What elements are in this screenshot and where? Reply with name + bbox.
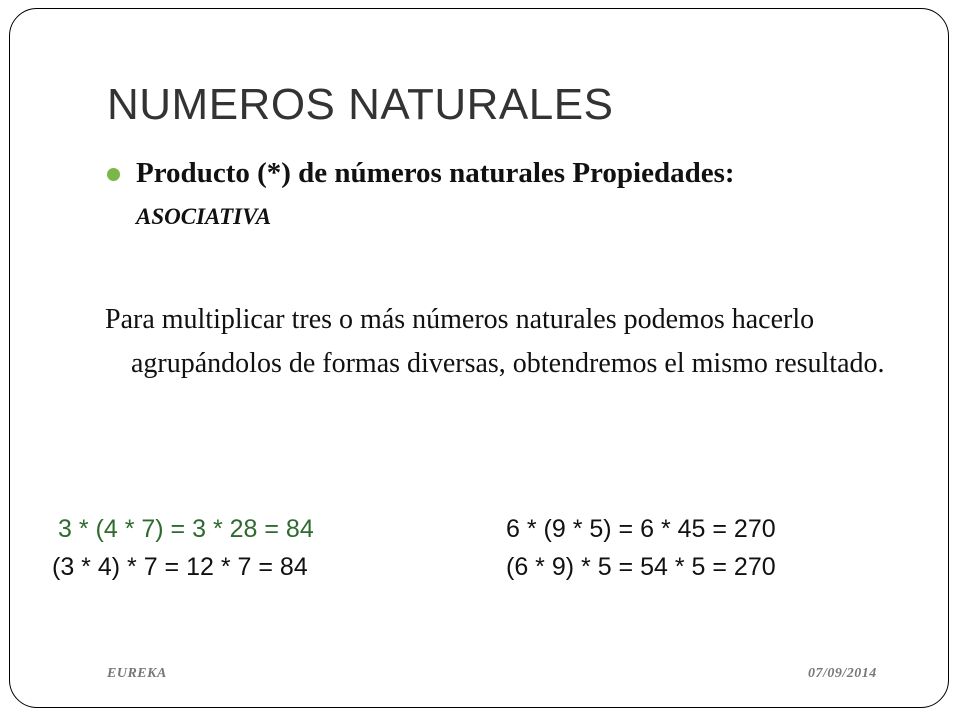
slide-title: NUMEROS NATURALES (107, 80, 614, 129)
body-paragraph: Para multiplicar tres o más números naturales podemos hacerlo agrupándolos de formas diversas, obtendremos el mismo resultado. (105, 304, 885, 379)
example-right-line-2: (6 * 9) * 5 = 54 * 5 = 270 (506, 553, 776, 581)
example-left-line-1: 3 * (4 * 7) = 3 * 28 = 84 (58, 515, 314, 543)
bullet-heading: Producto (*) de números naturales Propiedades: (136, 157, 735, 189)
footer-date: 07/09/2014 (808, 666, 877, 681)
example-left-line-2: (3 * 4) * 7 = 12 * 7 = 84 (52, 553, 308, 581)
example-right-line-1: 6 * (9 * 5) = 6 * 45 = 270 (506, 515, 776, 543)
bullet-subheading: ASOCIATIVA (136, 204, 272, 229)
bullet-dot-icon (107, 168, 120, 181)
footer-left-text: EUREKA (107, 666, 167, 681)
